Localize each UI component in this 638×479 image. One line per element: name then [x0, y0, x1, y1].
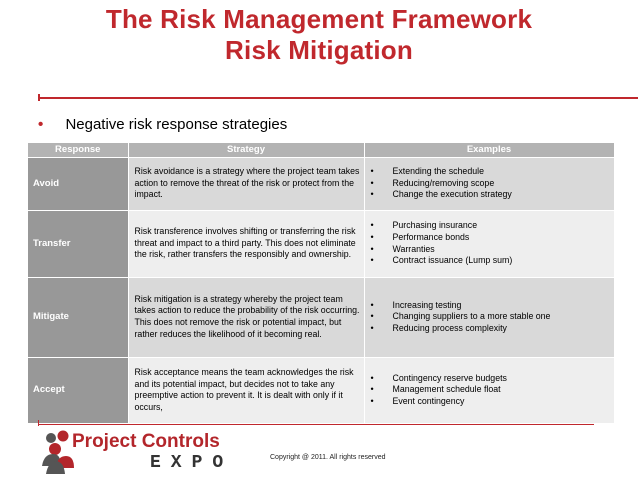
footer-divider	[38, 424, 594, 425]
strategy-cell: Risk transference involves shifting or transferring the risk threat and impact to a third party. This does not eliminate the risk, rather transfers the responsibly and ownership.	[128, 210, 364, 277]
list-item: • Management schedule float	[370, 384, 501, 395]
list-item: • Purchasing insurance	[370, 220, 478, 231]
bullet-icon: •	[370, 384, 374, 395]
title-divider	[38, 97, 638, 99]
bullet-icon: •	[370, 243, 374, 254]
list-item: • Contract issuance (Lump sum)	[370, 255, 513, 266]
header-examples: Examples	[364, 143, 614, 157]
table-header-row	[28, 143, 614, 157]
examples-cell	[364, 357, 614, 423]
strategy-cell: Risk acceptance means the team acknowledges the risk and its potential impact, but decides not to take any preemptive action to prevent it. It is dealt with only if it occurs,	[128, 357, 364, 423]
response-cell: Accept	[28, 357, 128, 423]
strategy-cell: Risk avoidance is a strategy where the project team takes action to remove the threat of the risk or protect from the impact.	[128, 157, 364, 210]
list-item: • Performance bonds	[370, 231, 470, 242]
title-line-1: The Risk Management Framework	[105, 4, 533, 34]
bullet-icon: •	[370, 231, 374, 242]
bullet-icon: •	[370, 299, 374, 310]
list-item: • Extending the schedule	[370, 166, 484, 177]
response-cell: Avoid	[28, 157, 128, 210]
list-item: • Change the execution strategy	[370, 189, 512, 200]
response-cell: Mitigate	[28, 277, 128, 357]
examples-list	[371, 220, 613, 266]
table-row-accept	[28, 357, 614, 423]
bullet-icon: •	[370, 177, 374, 188]
list-item: • Reducing process complexity	[370, 322, 507, 333]
risk-response-table	[28, 143, 615, 423]
response-cell: Transfer	[28, 210, 128, 277]
bullet-icon: •	[370, 189, 374, 200]
bullet-icon: •	[370, 311, 374, 322]
bullet-icon: •	[370, 255, 374, 266]
copyright-text: Copyright @ 2011. All rights reserved	[270, 454, 386, 461]
bullet-point	[38, 116, 287, 134]
slide-title	[0, 4, 638, 66]
list-item: • Warranties	[370, 243, 435, 254]
table-row-transfer	[28, 210, 614, 277]
examples-list	[371, 373, 613, 408]
list-item: • Reducing/removing scope	[370, 177, 495, 188]
list-item: • Event contingency	[370, 396, 465, 407]
strategy-cell: Risk mitigation is a strategy whereby the project team takes action to reduce the probability of the risk occurring. This does not remove the risk or potential impact, but rather reduces the likelihood of it becoming real.	[128, 277, 364, 357]
list-item: • Increasing testing	[370, 299, 462, 310]
list-item: • Changing suppliers to a more stable one	[370, 311, 551, 322]
bullet-icon: •	[370, 220, 374, 231]
examples-cell	[364, 277, 614, 357]
title-line-2: Risk Mitigation	[225, 35, 413, 65]
table-row-avoid	[28, 157, 614, 210]
header-strategy: Strategy	[128, 143, 364, 157]
examples-list	[371, 300, 613, 335]
header-response: Response	[28, 143, 128, 157]
examples-cell	[364, 157, 614, 210]
bullet-icon: •	[370, 372, 374, 383]
bullet-text: Negative risk response strategies	[65, 116, 288, 133]
table-row-mitigate	[28, 277, 614, 357]
bullet-icon: •	[370, 322, 374, 333]
bullet-icon: •	[370, 396, 374, 407]
bullet-icon: •	[38, 116, 44, 133]
logo-wordmark: Project Controls	[72, 431, 220, 452]
examples-list	[371, 166, 613, 201]
examples-cell	[364, 210, 614, 277]
bullet-icon: •	[370, 166, 374, 177]
logo-subtext: EXPO	[150, 453, 234, 473]
footer-divider-stub	[38, 420, 39, 426]
list-item: • Contingency reserve budgets	[370, 372, 507, 383]
